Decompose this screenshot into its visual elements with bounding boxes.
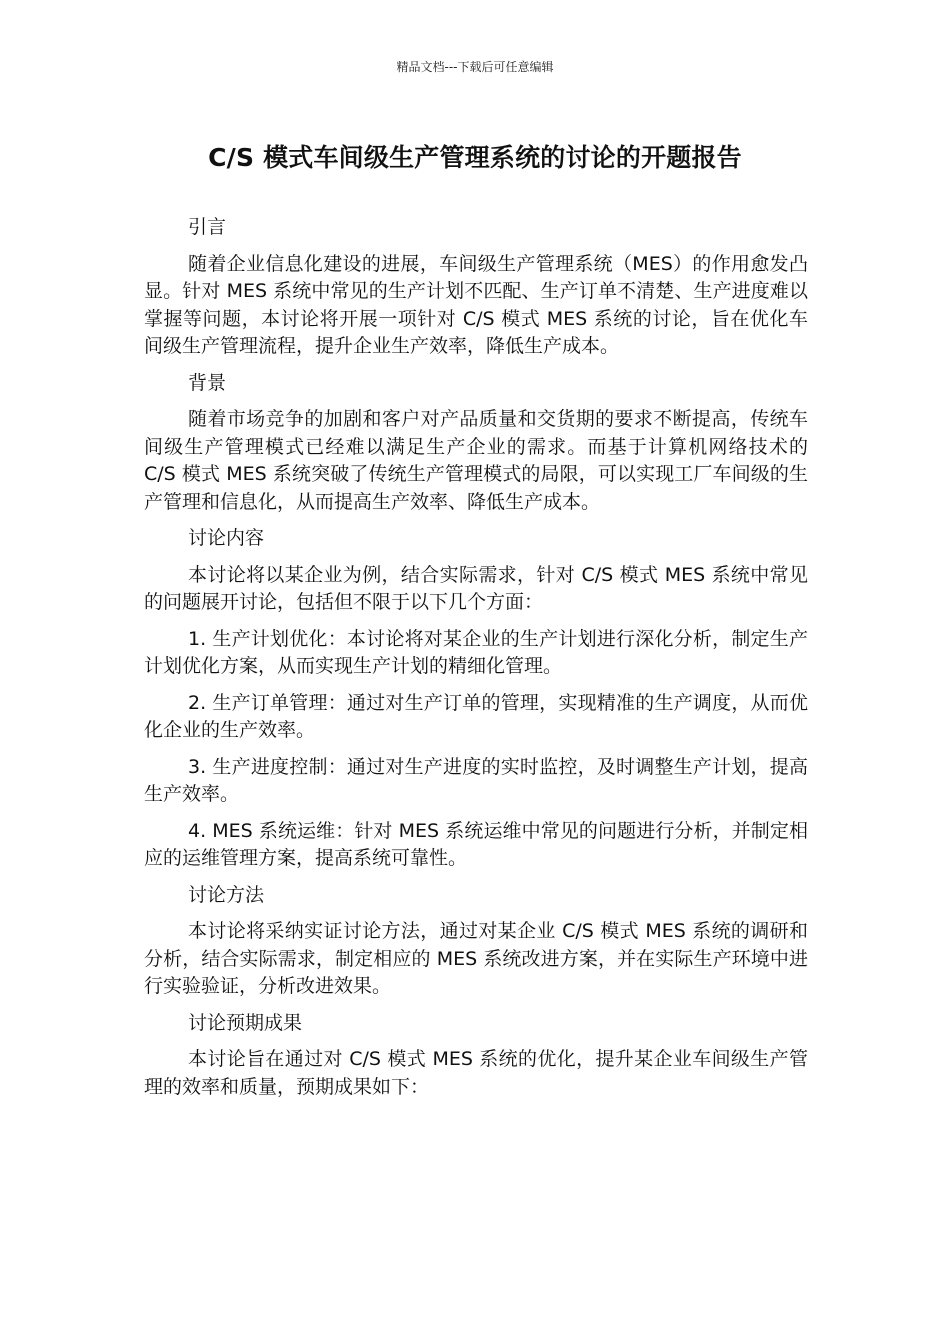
list-item: 3. 生产进度控制：通过对生产进度的实时监控，及时调整生产计划，提高生产效率。 [144,755,808,805]
section-heading-background: 背景 [188,371,227,394]
paragraph-method: 本讨论将采纳实证讨论方法，通过对某企业 C/S 模式 MES 系统的调研和分析，结合实际需求，制定相应的 MES 系统改进方案，并在实际生产环境中进行实验验证，分析改进效果。 [144,920,808,997]
list-item: 4. MES 系统运维：针对 MES 系统运维中常见的问题进行分析，并制定相应的运维管理方案，提高系统可靠性。 [144,819,808,869]
list-item: 1. 生产计划优化：本讨论将对某企业的生产计划进行深化分析，制定生产计划优化方案，从而实现生产计划的精细化管理。 [144,627,808,677]
section-heading-method: 讨论方法 [188,883,265,906]
section-heading-results: 讨论预期成果 [188,1011,303,1034]
paragraph-content: 本讨论将以某企业为例，结合实际需求，针对 C/S 模式 MES 系统中常见的问题展开讨论，包括但不限于以下几个方面： [144,563,808,613]
paragraph-results: 本讨论旨在通过对 C/S 模式 MES 系统的优化，提升某企业车间级生产管理的效率和质量，预期成果如下： [144,1048,808,1098]
paragraph-background: 随着市场竞争的加剧和客户对产品质量和交货期的要求不断提高，传统车间级生产管理模式已经难以满足生产企业的需求。而基于计算机网络技术的 C/S 模式 MES 系统突破了传统生产管理模式的局限，可以实现工厂车间级的生产管理和信息化，从而提高生产效率、降低生产成本。 [144,408,808,513]
section-heading-content: 讨论内容 [188,527,265,549]
paragraph-intro: 随着企业信息化建设的进展，车间级生产管理系统（MES）的作用愈发凸显。针对 MES 系统中常见的生产计划不匹配、生产订单不清楚、生产进度难以掌握等问题，本讨论将开展一项针对 C/S 模式 MES 系统的讨论，旨在优化车间级生产管理流程，提升企业生产效率，降低生产成本。 [144,252,808,357]
document-body [144,214,808,1110]
header-note: 精品文档---下载后可任意编辑 [396,60,554,74]
list-item: 2. 生产订单管理：通过对生产订单的管理，实现精准的生产调度，从而优化企业的生产效率。 [144,691,808,741]
document-title: C/S 模式车间级生产管理系统的讨论的开题报告 [208,143,742,172]
section-heading-intro: 引言 [188,216,227,238]
